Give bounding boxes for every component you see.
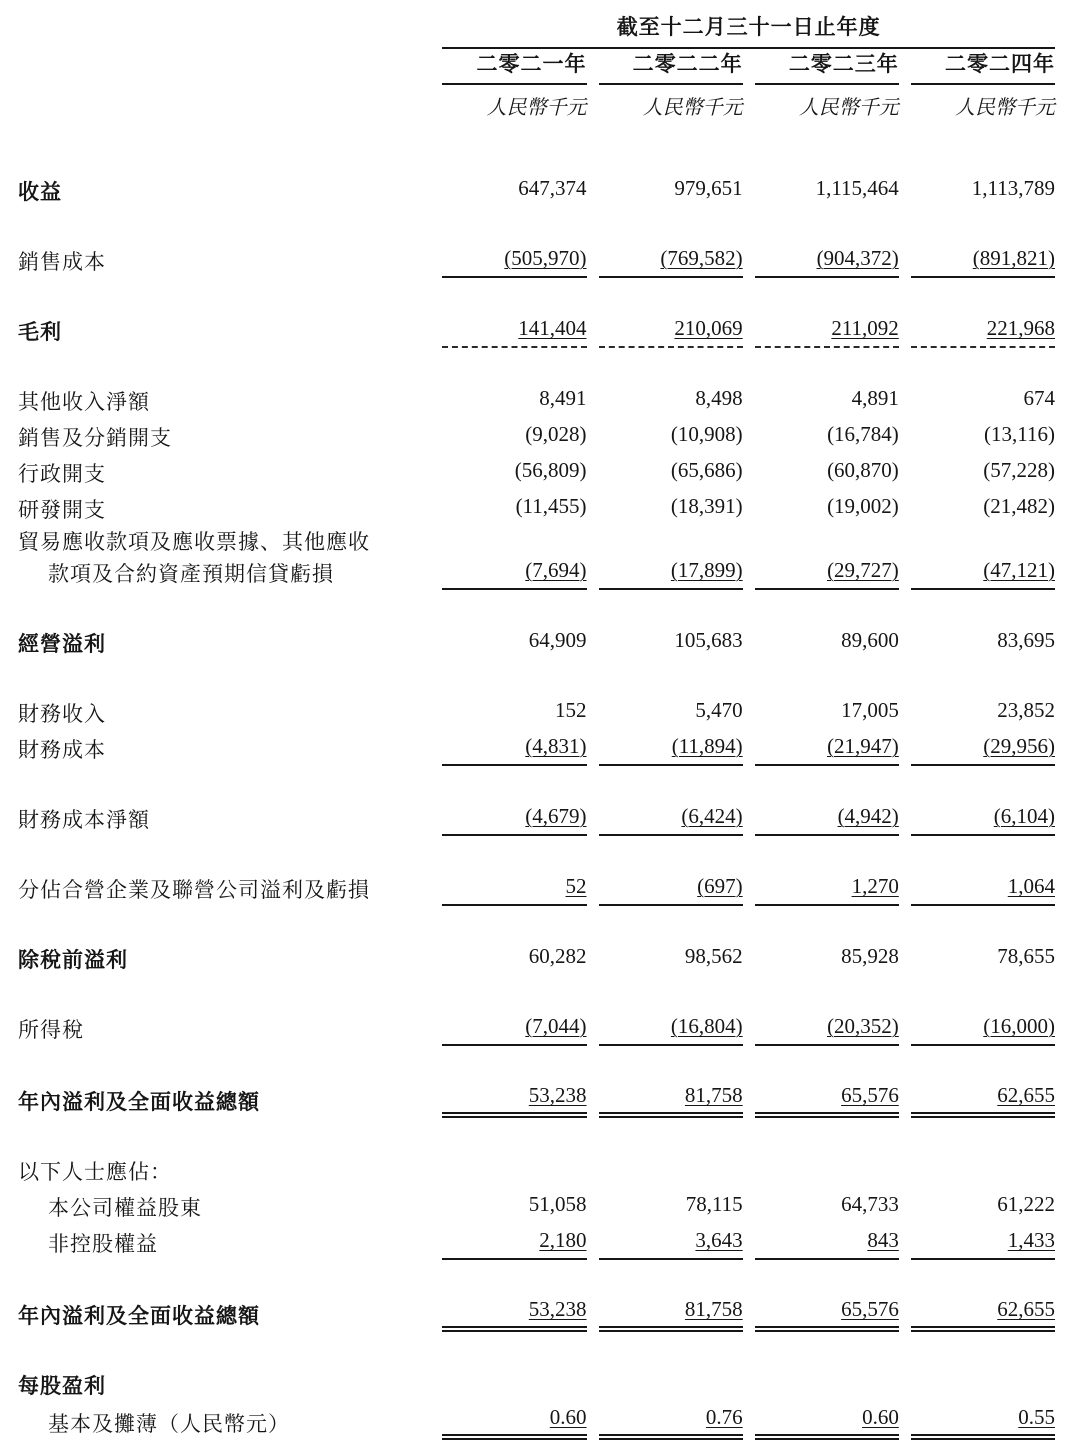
value-cell (587, 870, 743, 906)
spacer-cell (18, 1260, 1055, 1294)
row-label: 其他收入淨額 (18, 390, 150, 414)
value-cell (430, 1080, 586, 1118)
value-cell (587, 624, 743, 660)
row-label: 年內溢利及全面收益總額 (18, 1090, 260, 1114)
spacer-row (18, 1332, 1055, 1366)
value-cell (743, 1152, 899, 1188)
row-label: 基本及攤薄（人民幣元） (48, 1412, 290, 1436)
value: (904,372) (816, 246, 899, 270)
value: (4,831) (525, 734, 587, 758)
table-row (18, 312, 1055, 348)
row-label-cell (18, 382, 430, 418)
value: (4,942) (837, 804, 899, 828)
value-cell (587, 1294, 743, 1332)
value: 1,115,464 (815, 176, 899, 200)
value-cell (430, 418, 586, 454)
value: 89,600 (841, 628, 899, 652)
value: (18,391) (670, 494, 743, 518)
header-spacer (18, 12, 430, 49)
value: (891,821) (972, 246, 1055, 270)
value-cell (587, 940, 743, 976)
value: (6,104) (993, 804, 1055, 828)
value-cell (430, 800, 586, 836)
value-cell (899, 730, 1055, 766)
value-cell (899, 624, 1055, 660)
value-cell (743, 526, 899, 590)
row-label-cell (18, 242, 430, 278)
row-label: 每股盈利 (18, 1374, 106, 1398)
value: (16,000) (983, 1014, 1055, 1038)
value: (505,970) (504, 246, 587, 270)
table-row (18, 242, 1055, 278)
value-cell (899, 1188, 1055, 1224)
value: (4,679) (525, 804, 587, 828)
value-cell (899, 172, 1055, 208)
table-row (18, 1294, 1055, 1332)
value: 0.60 (862, 1405, 899, 1429)
value-cell (743, 624, 899, 660)
value-cell (587, 1152, 743, 1188)
value: (17,899) (670, 558, 743, 582)
unit-header-row (18, 85, 1055, 126)
value-cell (430, 1152, 586, 1188)
period-header-title: 截至十二月三十一日止年度 (442, 12, 1055, 49)
value: 152 (555, 698, 587, 722)
value: (47,121) (983, 558, 1055, 582)
spacer-row (18, 976, 1055, 1010)
value-cell (743, 730, 899, 766)
value-cell (430, 1402, 586, 1440)
value: 979,651 (674, 176, 743, 200)
year-column-header: 二零二三年 (743, 49, 899, 85)
value: 2,180 (539, 1228, 587, 1252)
row-label: 年內溢利及全面收益總額 (18, 1304, 260, 1328)
row-label: 財務成本淨額 (18, 808, 150, 832)
value-cell (430, 870, 586, 906)
value-cell (899, 454, 1055, 490)
table-row (18, 624, 1055, 660)
row-label-cell (18, 1294, 430, 1332)
value-cell (430, 940, 586, 976)
value: 221,968 (986, 316, 1055, 340)
spacer-row (18, 660, 1055, 694)
value-cell (430, 242, 586, 278)
row-label-cell (18, 418, 430, 454)
value: 83,695 (997, 628, 1055, 652)
value-cell (587, 490, 743, 526)
row-label-cell (18, 1152, 430, 1188)
value-cell (587, 1366, 743, 1402)
row-label-cell (18, 490, 430, 526)
value: 61,222 (997, 1192, 1055, 1216)
value-cell (430, 1188, 586, 1224)
table-row (18, 1080, 1055, 1118)
spacer-row (18, 766, 1055, 800)
row-label: 財務成本 (18, 738, 106, 762)
spacer-row (18, 348, 1055, 382)
value-cell (743, 172, 899, 208)
value-cell (587, 800, 743, 836)
value-cell (430, 694, 586, 730)
value-cell (743, 800, 899, 836)
value: (65,686) (670, 458, 743, 482)
value: 51,058 (528, 1192, 587, 1216)
value: 60,282 (528, 944, 587, 968)
row-label: 經營溢利 (18, 632, 106, 656)
value: 211,092 (831, 316, 899, 340)
table-row (18, 1366, 1055, 1402)
value: 4,891 (851, 386, 899, 410)
row-label: 財務收入 (18, 702, 106, 726)
value-cell (743, 1402, 899, 1440)
value-cell (743, 312, 899, 348)
year-column-header: 二零二四年 (899, 49, 1055, 85)
value-cell (743, 1188, 899, 1224)
spacer-row (18, 1046, 1055, 1080)
value: 78,655 (997, 944, 1055, 968)
value: (57,228) (983, 458, 1055, 482)
unit-label: 人民幣千元 (486, 97, 587, 119)
value: 3,643 (695, 1228, 743, 1252)
value: (11,894) (671, 734, 743, 758)
spacer-cell (18, 1332, 1055, 1366)
header-spacer (18, 85, 430, 126)
value-cell (587, 242, 743, 278)
table-row (18, 730, 1055, 766)
value-cell (743, 454, 899, 490)
value-cell (899, 312, 1055, 348)
value-cell (430, 490, 586, 526)
value-cell (430, 312, 586, 348)
value-cell (743, 1366, 899, 1402)
row-label: 以下人士應佔： (18, 1160, 172, 1184)
value-cell (587, 1010, 743, 1046)
value: 64,909 (528, 628, 587, 652)
value: (7,044) (525, 1014, 587, 1038)
row-label: 分佔合營企業及聯營公司溢利及虧損 (18, 878, 370, 902)
row-label: 非控股權益 (48, 1232, 158, 1256)
row-label: 本公司權益股東 (48, 1196, 202, 1220)
spacer-cell (18, 1118, 1055, 1152)
value-cell (743, 940, 899, 976)
value-cell (899, 1402, 1055, 1440)
spacer-cell (18, 348, 1055, 382)
table-row (18, 526, 1055, 590)
unit-label: 人民幣千元 (955, 97, 1055, 119)
value: (13,116) (984, 422, 1055, 446)
value-cell (899, 1010, 1055, 1046)
row-label-cell (18, 1188, 430, 1224)
value: 1,433 (1007, 1228, 1055, 1252)
value: 52 (565, 874, 587, 898)
row-label-cell (18, 800, 430, 836)
value: 8,498 (695, 386, 743, 410)
value-cell (430, 454, 586, 490)
value: 81,758 (684, 1083, 743, 1107)
value-cell (587, 694, 743, 730)
value: (21,482) (983, 494, 1055, 518)
value: 64,733 (841, 1192, 899, 1216)
value: (7,694) (525, 558, 587, 582)
table-row (18, 1188, 1055, 1224)
value-cell (587, 1080, 743, 1118)
value-cell (743, 694, 899, 730)
value-cell (430, 526, 586, 590)
value-cell (587, 172, 743, 208)
value-cell (587, 730, 743, 766)
spacer-row (18, 278, 1055, 312)
value: 5,470 (695, 698, 743, 722)
value-cell (899, 870, 1055, 906)
value: 85,928 (841, 944, 899, 968)
spacer-row (18, 208, 1055, 242)
table-row (18, 1224, 1055, 1260)
period-header-row (18, 12, 1055, 49)
spacer-row (18, 126, 1055, 172)
row-label: 款項及合約資產預期信貸虧損 (48, 562, 334, 586)
value-cell (430, 1010, 586, 1046)
value-cell (899, 694, 1055, 730)
value: 53,238 (528, 1083, 587, 1107)
value: 0.55 (1018, 1405, 1055, 1429)
value-cell (899, 1080, 1055, 1118)
value: 0.76 (705, 1405, 743, 1429)
value: (21,947) (827, 734, 899, 758)
spacer-cell (18, 976, 1055, 1010)
row-label: 研發開支 (18, 498, 106, 522)
value-cell (743, 1010, 899, 1046)
value-cell (743, 418, 899, 454)
table-row (18, 418, 1055, 454)
spacer-cell (18, 208, 1055, 242)
row-label-cell (18, 1402, 430, 1440)
value-cell (587, 418, 743, 454)
spacer-row (18, 1260, 1055, 1294)
table-row (18, 172, 1055, 208)
row-label-cell (18, 694, 430, 730)
value: 1,064 (1007, 874, 1055, 898)
value: (29,956) (983, 734, 1055, 758)
value: 843 (867, 1228, 899, 1252)
value-cell (430, 624, 586, 660)
value: 98,562 (684, 944, 743, 968)
value: 78,115 (685, 1192, 743, 1216)
value-cell (587, 526, 743, 590)
value-cell (430, 1294, 586, 1332)
table-row (18, 382, 1055, 418)
value-cell (899, 242, 1055, 278)
spacer-cell (18, 836, 1055, 870)
row-label-cell (18, 312, 430, 348)
value-cell (743, 382, 899, 418)
unit-label: 人民幣千元 (642, 97, 743, 119)
spacer-cell (18, 660, 1055, 694)
row-label-cell (18, 624, 430, 660)
row-label-cell (18, 1010, 430, 1046)
income-statement-table (18, 12, 1055, 1440)
value: 81,758 (684, 1297, 743, 1321)
value-cell (743, 242, 899, 278)
value: (16,804) (670, 1014, 743, 1038)
value: (769,582) (660, 246, 743, 270)
value: 62,655 (997, 1297, 1055, 1321)
value-cell (587, 1188, 743, 1224)
value: (29,727) (827, 558, 899, 582)
value-cell (899, 940, 1055, 976)
value: 674 (1023, 386, 1055, 410)
value-cell (899, 418, 1055, 454)
value-cell (743, 870, 899, 906)
row-label: 除稅前溢利 (18, 948, 128, 972)
spacer-cell (18, 1046, 1055, 1080)
row-label: 所得稅 (18, 1018, 84, 1042)
table-row (18, 940, 1055, 976)
value: 0.60 (549, 1405, 587, 1429)
table-row (18, 490, 1055, 526)
row-label-cell (18, 730, 430, 766)
value-cell (899, 1224, 1055, 1260)
value-cell (899, 1366, 1055, 1402)
row-label: 銷售及分銷開支 (18, 426, 172, 450)
value-cell (587, 382, 743, 418)
table-row (18, 800, 1055, 836)
spacer-cell (18, 906, 1055, 940)
value-cell (587, 1402, 743, 1440)
value: (11,455) (515, 494, 587, 518)
value: 65,576 (841, 1297, 899, 1321)
value-cell (430, 382, 586, 418)
year-column-header: 二零二二年 (587, 49, 743, 85)
value: 8,491 (539, 386, 587, 410)
value: 647,374 (518, 176, 587, 200)
table-row (18, 1402, 1055, 1440)
value-cell (430, 1366, 586, 1402)
value: (10,908) (670, 422, 743, 446)
spacer-cell (18, 278, 1055, 312)
value: 1,270 (851, 874, 899, 898)
year-column-header: 二零二一年 (430, 49, 586, 85)
value-cell (899, 382, 1055, 418)
header-spacer (18, 49, 430, 85)
unit-label: 人民幣千元 (798, 97, 899, 119)
value: (16,784) (827, 422, 899, 446)
value: 23,852 (997, 698, 1055, 722)
year-header-row (18, 49, 1055, 85)
value: (20,352) (827, 1014, 899, 1038)
table-row (18, 870, 1055, 906)
value-cell (899, 490, 1055, 526)
value: 62,655 (997, 1083, 1055, 1107)
row-label-cell (18, 1366, 430, 1402)
value: 1,113,789 (971, 176, 1055, 200)
row-label: 毛利 (18, 320, 62, 344)
value-cell (899, 526, 1055, 590)
value-cell (743, 490, 899, 526)
value: 210,069 (674, 316, 743, 340)
value-cell (743, 1080, 899, 1118)
spacer-row (18, 906, 1055, 940)
value: 53,238 (528, 1297, 587, 1321)
value: 105,683 (674, 628, 743, 652)
row-label: 銷售成本 (18, 250, 106, 274)
value: (60,870) (827, 458, 899, 482)
value-cell (430, 730, 586, 766)
value-cell (743, 1294, 899, 1332)
value: (6,424) (681, 804, 743, 828)
row-label-cell (18, 172, 430, 208)
value: (56,809) (514, 458, 587, 482)
value: 141,404 (518, 316, 587, 340)
row-label: 收益 (18, 180, 62, 204)
value: (697) (697, 874, 743, 898)
value: 17,005 (841, 698, 899, 722)
value-cell (899, 1152, 1055, 1188)
value: (19,002) (827, 494, 899, 518)
table-row (18, 1010, 1055, 1046)
value-cell (587, 454, 743, 490)
value-cell (587, 312, 743, 348)
row-label-cell (18, 454, 430, 490)
table-row (18, 1152, 1055, 1188)
value-cell (430, 172, 586, 208)
row-label-cell (18, 1224, 430, 1260)
table-row (18, 694, 1055, 730)
row-label: 貿易應收款項及應收票據、其他應收 (18, 530, 370, 554)
value-cell (430, 1224, 586, 1260)
spacer-cell (18, 766, 1055, 800)
row-label-cell (18, 526, 430, 590)
value-cell (587, 1224, 743, 1260)
row-label: 行政開支 (18, 462, 106, 486)
spacer-row (18, 1118, 1055, 1152)
table-row (18, 454, 1055, 490)
row-label-cell (18, 1080, 430, 1118)
period-header-cell (430, 12, 1055, 49)
spacer-row (18, 836, 1055, 870)
value-cell (899, 1294, 1055, 1332)
value-cell (899, 800, 1055, 836)
row-label-cell (18, 870, 430, 906)
value: 65,576 (841, 1083, 899, 1107)
row-label-cell (18, 940, 430, 976)
spacer-cell (18, 590, 1055, 624)
value: (9,028) (525, 422, 587, 446)
spacer-row (18, 590, 1055, 624)
value-cell (743, 1224, 899, 1260)
